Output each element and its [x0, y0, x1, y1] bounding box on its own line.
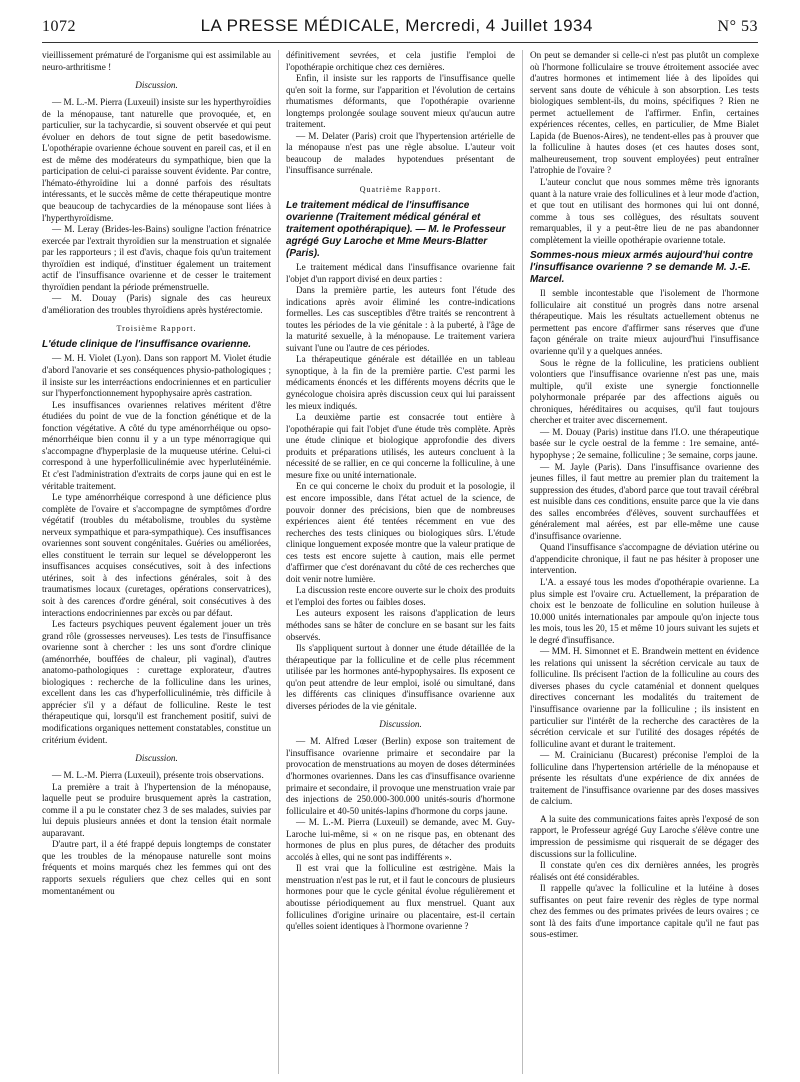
report-title: Troisième Rapport. [116, 324, 197, 334]
report-title: Quatrième Rapport. [359, 185, 442, 195]
paragraph: Sous le règne de la folliculine, les praticiens oublient volontiers que l'insuffisance ovarienne n'est pas une, mais multiple, qu'il existe une synergie fonctionnelle polyhormonale préparée par des affections aiguës ou chroniques, héréditaires ou acquises, qu'il faut toujours chercher et traiter avec discernement. [530, 357, 759, 426]
article-heading: L'étude clinique de l'insuffisance ovarienne. [42, 339, 252, 351]
article-heading: Le traitement médical de l'insuffisance ovarienne (Traitement médical général et traitement opothérapique). — M. le Professeur agrégé Guy Laroche et Mme Meurs-Blatter (Paris). [286, 200, 506, 260]
paragraph: définitivement sevrées, et cela justifie l'emploi de l'opothérapie orchitique chez ces dernières. [286, 50, 515, 72]
paragraph: Il rappelle qu'avec la folliculine et la lutéine à doses suffisantes on peut faire revenir des règles de type normal chez des femmes ou des primates privées de leurs ovaires ; ce sont là des faits d'une importance capitale qu'il ne faut pas sous-estimer. [530, 883, 759, 940]
paragraph: — M. Leray (Brides-les-Bains) souligne l'action frénatrice exercée par l'extrait thyroïdien sur la menstruation et signalée par les rapporteurs ; il est d'avis, chaque fois qu'un traitement thyroïdien est indiqué, d'instituer également un traitement actif de l'insuffisance ovarienne et de cesser le traitement thyroïdien pendant la période prémenstruelle. [42, 224, 271, 292]
column-divider [522, 50, 523, 1074]
paragraph: Le type aménorrhéique correspond à une déficience plus complète de l'ovaire et s'accompagne de symptômes d'ordre végétatif (troubles du métabolisme, troubles du système nerveux sympathique et para-sympathique). Ces insuffisances ovariennes sont souvent congénitales. Guéries ou améliorées, elles constituent le terrain sur lequel se développeront les insuffisances acquises consécutives, soit à des infections utérines, soit à des infections générales, soit à des traumatismes locaux (curetages, opérations conservatrices), soit à des carences d'ordre général, soit consécutives à des interactions endocriniennes par excès ou par défaut. [42, 492, 271, 618]
paragraph: La deuxième partie est consacrée tout entière à l'opothérapie qui fait l'objet d'une étude très complète. Après une étude clinique et biologique approfondie des divers produits et préparations utilisés, les auteurs concluent à la nécessité de se rallier, en ce qui concerne la folliculine, à une mesure fixe ou unité internationale. [286, 412, 515, 480]
paragraph: Ils s'appliquent surtout à donner une étude détaillée de la thérapeutique par la folliculine et de celle plus récemment utilisée par les hormones anté-hypophysaires. Ils exposent ce qu'on peut attendre de leur emploi, isolé ou simultané, dans les différents cas cliniques d'insuffisance ovarienne aux diverses périodes de la vie génitale. [286, 643, 515, 711]
paragraph: vieillissement prématuré de l'organisme qui est assimilable au neuro-arthritisme ! [42, 50, 271, 72]
paragraph: Il semble incontestable que l'isolement de l'hormone folliculaire ait constitué un progrès dans notre arsenal thérapeutique. Mais les résultats actuellement obtenus ne permettent pas encore d'affirmer sans réserves que d'une façon générale on traite mieux aujourd'hui l'insuffisance ovarienne qu'il y a quelques années. [530, 288, 759, 357]
paragraph: — M. Douay (Paris) signale des cas heureux d'amélioration des troubles thyroïdiens après hystérectomie. [42, 293, 271, 315]
paragraph: En ce qui concerne le choix du produit et la posologie, il est encore impossible, dans l'état actuel de la science, de pouvoir donner des précisions, bien que de nombreuses expériences aient été tentées récemment en vue des recherches des tests cliniques ou biologiques sûrs. L'étude clinique longuement exposée montre que la valeur pratique de ces tests est encore sujette à caution, mais elle permet d'affirmer que c'est dorénavant du côté de ces recherches que doit venir notre lumière. [286, 481, 515, 584]
paragraph: Il est vrai que la folliculine est œstrigène. Mais la menstruation n'est pas le rut, et il faut le concours de plusieurs hormones pour que le cycle génital évolue régulièrement et aboutisse périodiquement au flux menstruel. Quant aux folliculines d'origine urinaire ou placentaire, est-il certain qu'elles soient identiques à l'hormone ovarienne ? [286, 863, 515, 932]
paragraph: Les facteurs psychiques peuvent également jouer un très grand rôle (grossesses nerveuses). Les tests de l'insuffisance ovarienne sont à chercher : les uns sont d'ordre clinique (aménorrhée, bouffées de chaleur, pli vaginal), d'autres anatomo-pathologiques : curettage explorateur, d'autres biologiques : recherche de la folliculine dans les urines, excellent dans les cas d'hyperfolliculinémie, très difficile à apprécier s'il y a défaut de folliculine. Reste le test thérapeutique qui, lorsqu'il est franchement positif, suivi de modifications organiques nettement constatables, constitue un critérium évident. [42, 619, 271, 745]
paragraph: — M. Crainicianu (Bucarest) préconise l'emploi de la folliculine dans l'hypertension artérielle de la ménopause et présente les résultats d'une expérience de dix années de traitement de l'insuffisance ovarienne par des doses massives de calcium. [530, 750, 759, 807]
paragraph: L'A. a essayé tous les modes d'opothérapie ovarienne. La plus simple est l'ovaire cru. Actuellement, la préparation de choix est le benzoate de folliculine en solution huileuse à 10.000 unités internationales par ampoule qu'on injecte tous les mois, tous les 20, 15 et même 10 jours suivant les sujets et le degré d'insuffisance. [530, 576, 759, 645]
paragraph: L'auteur conclut que nous sommes même très ignorants quant à la nature vraie des folliculines et à leur mode d'action, et que tout en utilisant des hormones qui lui ont donné, comme à tous ses collègues, des résultats souvent remarquables, il y a peut-être lieu de ne pas abandonner complètement la vieille opothérapie ovarienne totale. [530, 177, 759, 245]
journal-title: LA PRESSE MÉDICALE, Mercredi, 4 Juillet 1934 [200, 16, 593, 35]
paragraph: La première a trait à l'hypertension de la ménopause, laquelle peut se produire brusquement après la castration, comme il a pu le constater chez 3 de ses malades, suivies par lui depuis plusieurs années et dont la tension était normale auparavant. [42, 781, 271, 838]
paragraph: Quand l'insuffisance s'accompagne de déviation utérine ou d'appendicite chronique, il faut ne pas hésiter à proposer une intervention. [530, 542, 759, 576]
paragraph: Il constate qu'en ces dix dernières années, les progrès réalisés ont été considérables. [530, 860, 759, 882]
paragraph: Les auteurs exposent les raisons d'application de leurs méthodes sans se hâter de conclure en se basant sur les faits observés. [286, 608, 515, 642]
paragraph: — M. Jayle (Paris). Dans l'insuffisance ovarienne des jeunes filles, il faut mettre au premier plan du traitement la suppression des études, d'abord parce que tout travail cérébral est nuisible dans ces conditions, ensuite parce que la vie dans des salles encombrées d'élèves, souvent surchauffées et généralement mal aérées, est par elle-même une cause d'insuffisance ovarienne. [530, 461, 759, 541]
paragraph: — M. Douay (Paris) institue dans l'I.O. une thérapeutique basée sur le cycle oestral de la femme : 1re semaine, anté-hypophyse ; 2e semaine, folliculine ; 3e semaine, corps jaune. [530, 426, 759, 460]
page-number: 1072 [42, 18, 76, 35]
issue-number: N° 53 [717, 18, 758, 35]
paragraph: — M. Alfred Lœser (Berlin) expose son traitement de l'insuffisance ovarienne primaire et secondaire par la provocation de menstruations au moyen de doses déterminées d'hormones ovariennes. Dans les cas d'insuffisance ovarienne primaire et secondaire, il provoque une menstruation vraie par des injections de 250.000-300.000 unités-souris d'hormone folliculaire et 40-50 unités-lapins d'hormone du corps jaune. [286, 736, 515, 816]
column-divider [278, 50, 279, 1074]
paragraph: La discussion reste encore ouverte sur le choix des produits et l'emploi des fortes ou faibles doses. [286, 585, 515, 607]
paragraph: D'autre part, il a été frappé depuis longtemps de constater que les troubles de la ménopause naturelle sont moins fréquents et moins marqués chez les femmes qui ont des rapports sexuels réguliers que chez celles qui en sont momentanément ou [42, 839, 271, 896]
section-title-discussion: Discussion. [135, 80, 178, 91]
paragraph: — M. Delater (Paris) croit que l'hypertension artérielle de la ménopause n'est pas une règle absolue. L'auteur voit beaucoup de malades hypotendues présentant de l'insuffisance surrénale. [286, 130, 515, 176]
column-1 [42, 50, 271, 1074]
paragraph: — M. L.-M. Pierra (Luxeuil) insiste sur les hyperthyroïdies de la ménopause, tant naturelle que provoquée, et, en particulier, sur la tachycardie, si souvent observée et qui peut évoluer en dehors de tout signe de petit basedowisme. L'opothérapie ovarienne échoue souvent en pareil cas, et il en est de même des modérateurs du sympathique, bien que la participation de celui-ci paraisse souvent évidente. Par contre, l'hémato-éthyroïdine lui a donné parfois des résultats intéressants, et le succès même de cette thérapeutique montre que beaucoup de tachycardies de la ménopause sont liées à l'hyperthyroïdisme. [42, 97, 271, 223]
article-heading: Sommes-nous mieux armés aujourd'hui contre l'insuffisance ovarienne ? se demande M. J.-E. Marcel. [530, 250, 753, 286]
column-2 [286, 50, 515, 1074]
paragraph: La thérapeutique générale est détaillée en un tableau synoptique, à la fin de la première partie. C'est parmi les médicaments énoncés et les différents moyens décrits que le gynécologue choisira après discussion ceux qui lui paraissent les mieux indiqués. [286, 354, 515, 411]
article-columns [42, 50, 758, 1074]
paragraph: Le traitement médical dans l'insuffisance ovarienne fait l'objet d'un rapport divisé en deux parties : [286, 262, 515, 284]
paragraph: — M. L.-M. Pierra (Luxeuil), présente trois observations. [52, 770, 264, 781]
paragraph: A la suite des communications faites après l'exposé de son rapport, le Professeur agrégé Guy Laroche s'élève contre une impression de pessimisme qui risquerait de se dégager des discussions sur la folliculine. [530, 813, 759, 859]
paragraph: On peut se demander si celle-ci n'est pas plutôt un complexe où l'hormone folliculaire se trouve étroitement associée avec d'autres hormones et intimement liée à des lipoïdes qui servent sans doute de véhicule à son absorption. Les tests biologiques semblent-ils, du moins, spécifiques ? Rien ne permet actuellement de l'affirmer. Enfin, certaines expériences récentes, celles, en particulier, de Mme Bialet Lapida (de Buenos-Aires), ne tendent-elles pas à prouver que la folliculine à hautes doses (et ces hautes doses sont, malheureusement, trop souvent employées) peut entraîner l'atrophie de l'ovaire ? [530, 50, 759, 176]
paragraph: — MM. H. Simonnet et E. Brandwein mettent en évidence les relations qui unissent la sécrétion cervicale au taux de folliculine. Ils précisent l'action de la folliculine au cours des diverses phases du cycle cataménial et donnent quelques directives concernant les modalités du traitement de l'insuffisance ovarienne par la folliculine ; ils insistent en particulier sur l'intérêt de la recherche des caractères de la sécrétion cervicale et sur l'utilité des dosages répétés de folliculine avant et durant le traitement. [530, 646, 759, 749]
paragraph: Enfin, il insiste sur les rapports de l'insuffisance quelle qu'en soit la forme, sur l'apparition et l'évolution de certains rhumatismes déformants, que l'opothérapie ovarienne longtemps prolongée soulage souvent mieux qu'aucun autre traitement. [286, 73, 515, 130]
paragraph: — M. H. Violet (Lyon). Dans son rapport M. Violet étudie d'abord l'anovarie et ses conséquences physio-pathologiques ; il insiste sur les interréactions endocriniennes et en particulier sur l'hyperfonctionnement hypophysaire après castration. [42, 353, 271, 399]
paragraph: Les insuffisances ovariennes relatives méritent d'être étudiées du point de vue de la fonction génétique et de la fonction végétative. A côté du type aménorrhéique ou opso-ménorrhéique bien connu il y a un type ménorragique qui s'accompagne d'hyperplasie de la muqueuse utérine. Celui-ci correspond à une hyperfolliculinémie avec hyperlutéinémie. Et c'est l'administration d'extraits de corps jaune qui en est le véritable traitement. [42, 399, 271, 491]
paragraph: Dans la première partie, les auteurs font l'étude des indications après avoir éliminé les contre-indications formelles. Les cas susceptibles d'être traités se rencontrent à toutes les périodes de la vie génitale : à la puberté, à l'âge de la maturité sexuelle, à la ménopause. Le traitement variera suivant l'une ou l'autre de ces périodes. [286, 285, 515, 353]
section-title-discussion: Discussion. [135, 753, 178, 764]
page-header [42, 16, 758, 43]
column-3 [530, 50, 759, 1074]
paragraph: — M. L.-M. Pierra (Luxeuil) se demande, avec M. Guy-Laroche lui-même, si « on ne risque pas, en obtenant des hormones de plus en plus pures, de détacher des produits accolés à elles, qui ne sont pas indifférents ». [286, 817, 515, 862]
section-title-discussion: Discussion. [379, 719, 422, 730]
